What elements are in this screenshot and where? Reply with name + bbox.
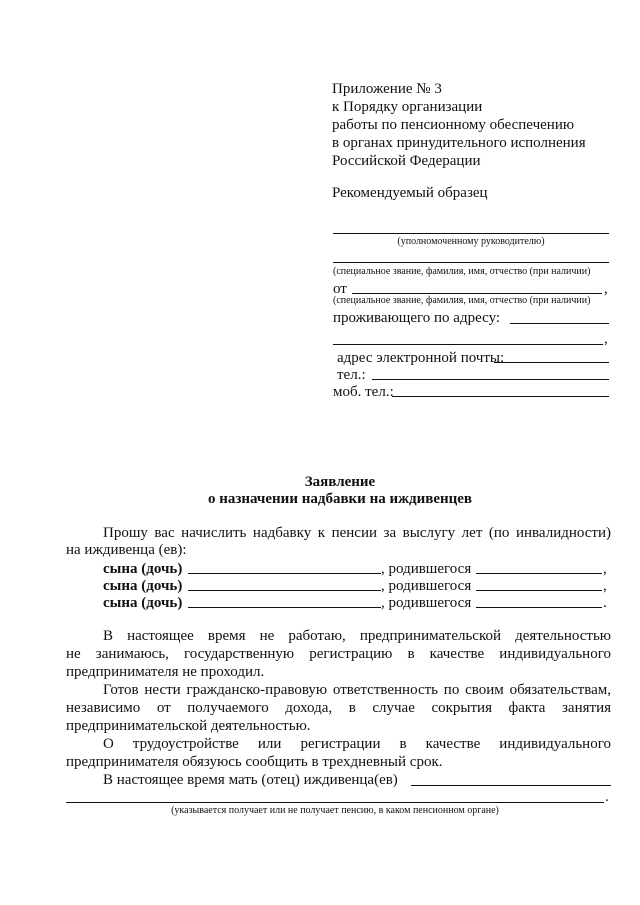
dependent-label-3: сына (дочь): [103, 595, 183, 611]
paragraph-4-line-1: В настоящее время мать (отец) иждивенца(ев): [103, 772, 398, 788]
dependent-born-1: , родившегося: [381, 561, 472, 577]
dependent-name-line-1: [188, 573, 381, 574]
paragraph-1-line-1: В настоящее время не работаю, предпринимательской деятельностью: [103, 628, 611, 644]
from-field-line: [352, 293, 602, 294]
address-field-line-1: [510, 323, 609, 324]
parent-pension-line-2: [66, 802, 604, 803]
address-comma: ,: [604, 331, 608, 347]
dependent-name-line-3: [188, 607, 381, 608]
rank-field-line-1: [333, 262, 609, 263]
dependent-date-line-2: [476, 590, 602, 591]
email-field-line: [494, 362, 609, 363]
appendix-line-4: в органах принудительного исполнения: [332, 135, 586, 151]
phone-label: тел.:: [337, 367, 366, 383]
parent-pension-line-1: [411, 785, 611, 786]
paragraph-2-line-2: независимо от получаемого дохода, в случае сокрытия факта занятия: [66, 700, 611, 716]
request-line-1: Прошу вас начислить надбавку к пенсии за выслугу лет (по инвалидности): [103, 525, 611, 541]
mobile-field-line: [392, 396, 609, 397]
rank-hint-1: (специальное звание, фамилия, имя, отчество (при наличии): [333, 266, 591, 277]
head-field-line: [333, 233, 609, 234]
request-line-2: на иждивенца (ев):: [66, 542, 187, 558]
document-title: Заявление: [304, 474, 376, 490]
dependent-end-3: .: [603, 595, 607, 611]
from-comma: ,: [604, 281, 608, 297]
paragraph-1-line-3: предпринимателя не проходил.: [66, 664, 265, 680]
dependent-born-3: , родившегося: [381, 595, 472, 611]
phone-field-line: [372, 379, 609, 380]
dependent-date-line-3: [476, 607, 602, 608]
appendix-line-2: к Порядку организации: [332, 99, 483, 115]
dependent-label-1: сына (дочь): [103, 561, 183, 577]
paragraph-1-line-2: не занимаюсь, государственную регистрацию в качестве индивидуального: [66, 646, 611, 662]
pension-hint: (указывается получает или не получает пенсию, в каком пенсионном органе): [171, 805, 499, 816]
recommended-sample: Рекомендуемый образец: [332, 185, 488, 201]
email-label: адрес электронной почты:: [337, 350, 505, 366]
head-hint: (уполномоченному руководителю): [397, 236, 545, 247]
from-label: от: [333, 281, 347, 297]
dependent-name-line-2: [188, 590, 381, 591]
pension-period: .: [605, 789, 609, 805]
dependent-end-2: ,: [603, 578, 607, 594]
dependent-end-1: ,: [603, 561, 607, 577]
paragraph-3-line-2: предпринимателя обязуюсь сообщить в трехдневный срок.: [66, 754, 443, 770]
living-label: проживающего по адресу:: [333, 310, 501, 326]
paragraph-3-line-1: О трудоустройстве или регистрации в качестве индивидуального: [103, 736, 611, 752]
appendix-line-5: Российской Федерации: [332, 153, 481, 169]
document-subtitle: о назначении надбавки на иждивенцев: [207, 491, 473, 507]
address-field-line-2: [333, 344, 603, 345]
rank-hint-2: (специальное звание, фамилия, имя, отчество (при наличии): [333, 295, 591, 306]
appendix-line-3: работы по пенсионному обеспечению: [332, 117, 575, 133]
dependent-label-2: сына (дочь): [103, 578, 183, 594]
paragraph-2-line-1: Готов нести гражданско-правовую ответственность по своим обязательствам,: [103, 682, 611, 698]
appendix-line-1: Приложение № 3: [332, 81, 442, 97]
paragraph-2-line-3: предпринимательской деятельностью.: [66, 718, 311, 734]
mobile-label: моб. тел.:: [333, 384, 394, 400]
dependent-date-line-1: [476, 573, 602, 574]
dependent-born-2: , родившегося: [381, 578, 472, 594]
